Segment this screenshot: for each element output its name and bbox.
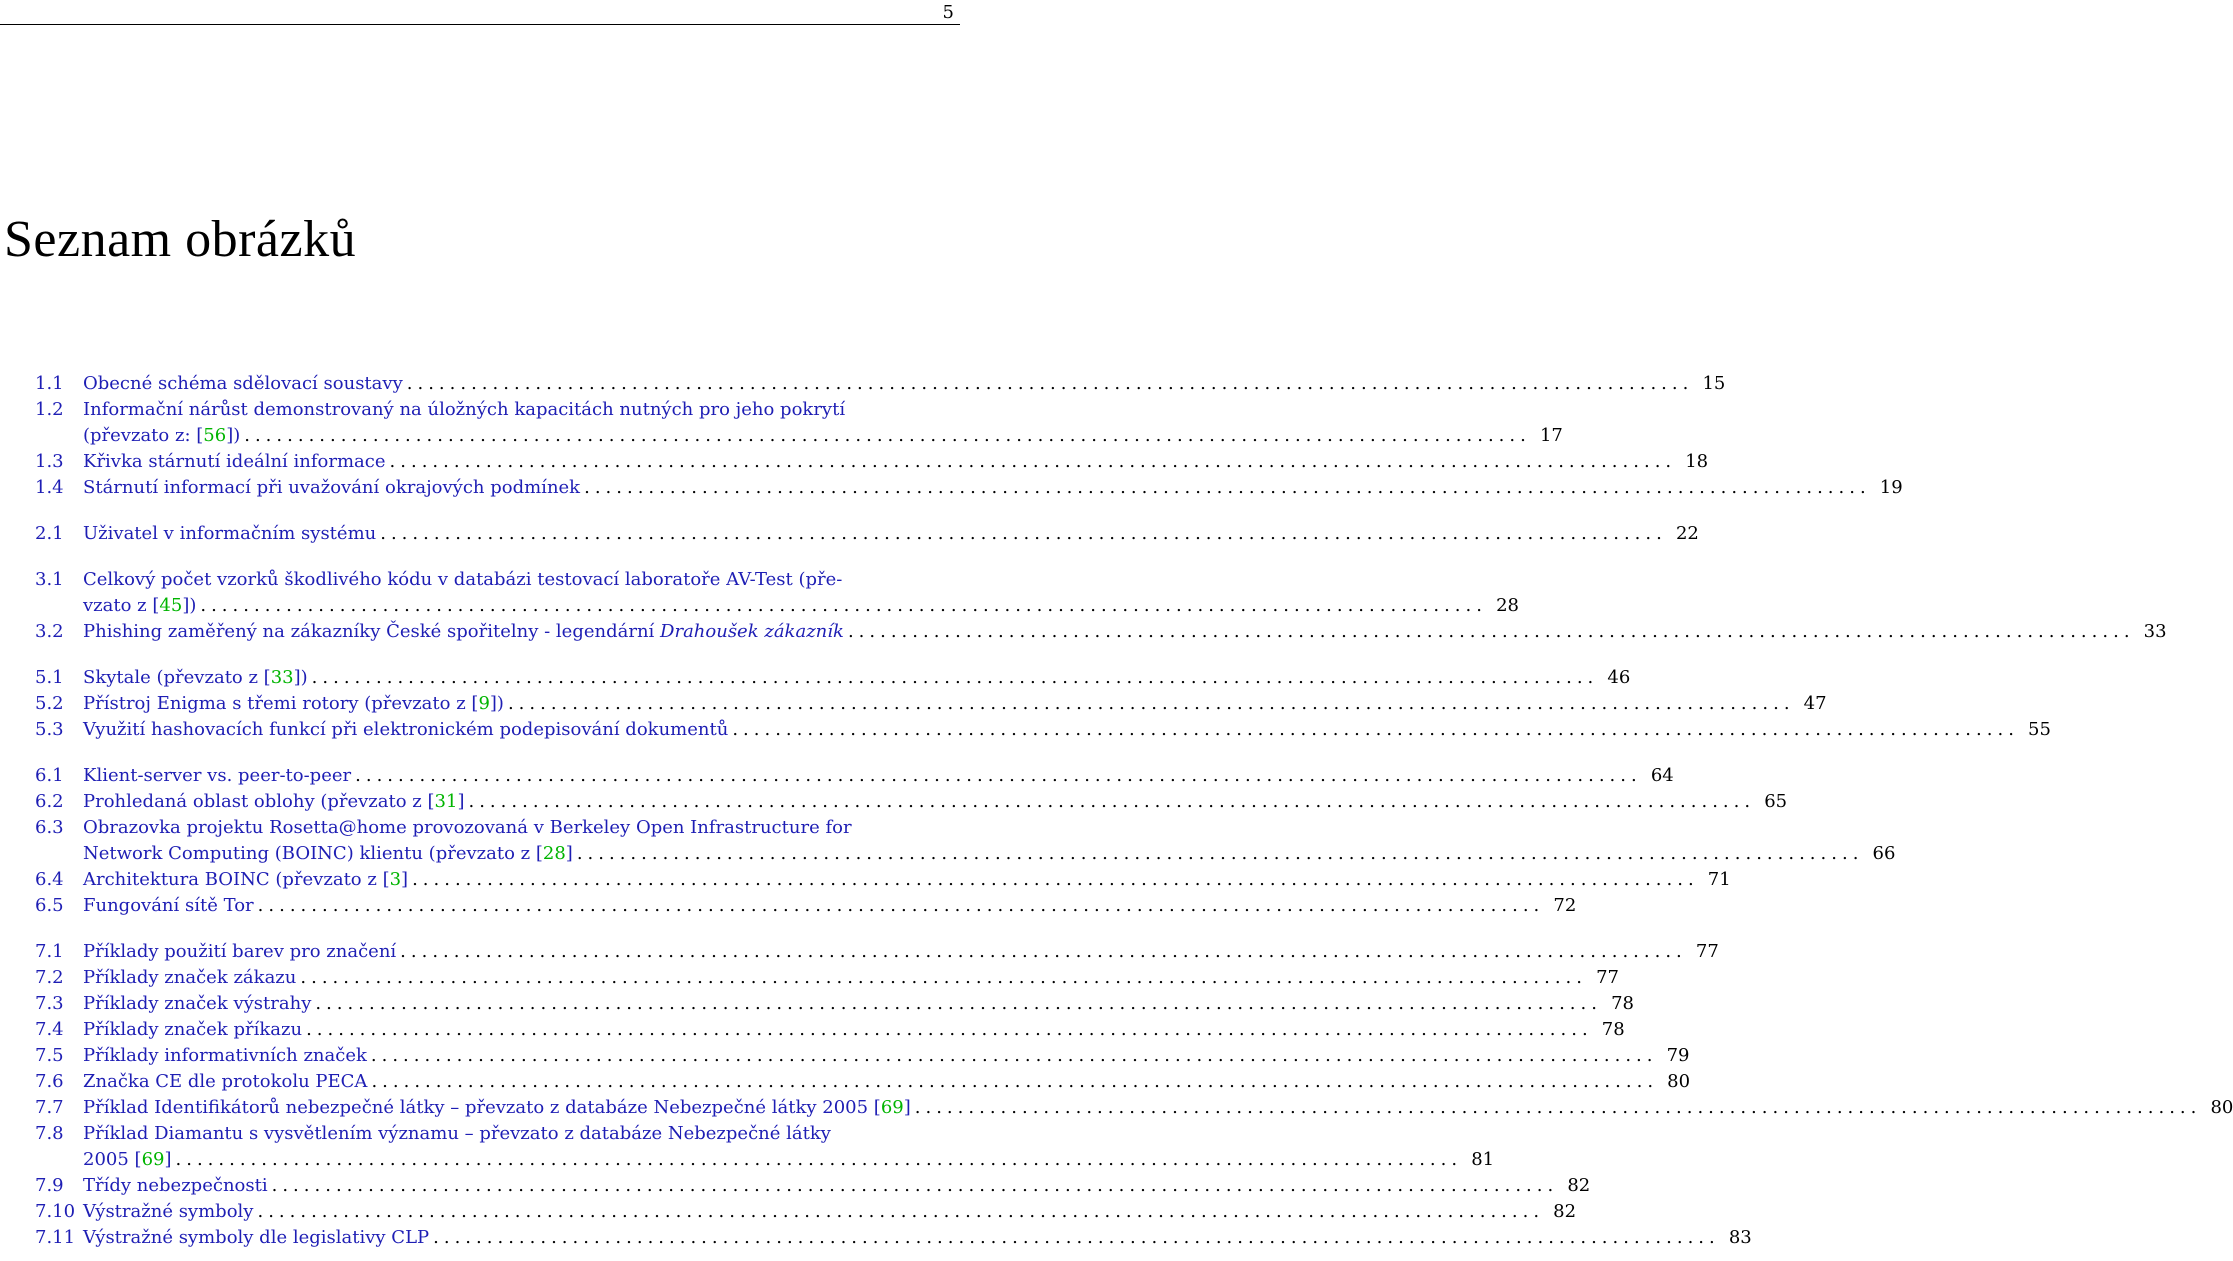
figure-title-line xyxy=(83,691,1827,717)
figure-title: Architektura BOINC (převzato z [3] xyxy=(83,869,409,890)
figure-group xyxy=(35,521,1699,547)
dot-leader: ........................................................................................................................ xyxy=(732,719,2019,740)
figure-title: Network Computing (BOINC) klientu (převzato z [28] xyxy=(83,843,573,864)
dot-leader: ........................................................................................................................ xyxy=(914,1097,2202,1118)
figure-entry-body xyxy=(83,619,2167,645)
figure-entry[interactable] xyxy=(35,521,1699,547)
citation-link[interactable]: 9 xyxy=(478,693,490,714)
figure-title: Phishing zaměřený na zákazníky České spořitelny - legendární Drahoušek zákazník xyxy=(83,621,844,642)
figure-entry[interactable] xyxy=(35,475,1903,501)
figure-entry[interactable] xyxy=(35,665,1631,691)
figure-number: 6.4 xyxy=(35,869,64,890)
figure-page-number: 66 xyxy=(1872,843,1896,864)
figure-title-line xyxy=(83,841,1896,867)
figure-entry[interactable] xyxy=(35,763,1674,789)
figure-number: 7.1 xyxy=(35,941,64,962)
figure-page-number: 55 xyxy=(2028,719,2051,740)
figure-number: 7.7 xyxy=(35,1097,64,1118)
dot-leader: ........................................................................................................................ xyxy=(433,1227,1720,1248)
figure-entry[interactable] xyxy=(35,1121,1495,1173)
figure-title: Využití hashovacích funkcí při elektronickém podepisování dokumentů xyxy=(83,719,729,740)
figure-title-line xyxy=(83,717,2051,743)
figure-title: Příklady značek zákazu xyxy=(83,967,297,988)
figure-title-line xyxy=(83,1069,1691,1095)
figure-page-number: 17 xyxy=(1539,425,1563,446)
figure-title: Skytale (převzato z [33]) xyxy=(83,667,308,688)
figure-title: Značka CE dle protokolu PECA xyxy=(83,1071,368,1092)
figure-title-line xyxy=(83,1043,1690,1069)
figure-title-line xyxy=(83,867,1731,893)
figure-entry[interactable] xyxy=(35,1069,1691,1095)
figure-entry-body xyxy=(83,867,1731,893)
figure-entry[interactable] xyxy=(35,691,1827,717)
figure-entry-body xyxy=(83,521,1699,547)
figure-group xyxy=(35,567,2167,645)
figure-page-number: 79 xyxy=(1666,1045,1690,1066)
figure-title: Třídy nebezpečnosti xyxy=(83,1175,268,1196)
figure-number: 3.2 xyxy=(35,621,64,642)
figure-title-line xyxy=(83,521,1699,547)
dot-leader: ........................................................................................................................ xyxy=(468,791,1756,812)
figure-title-line xyxy=(83,965,1619,991)
figure-title: Obecné schéma sdělovací soustavy xyxy=(83,373,403,394)
dot-leader: ........................................................................................................................ xyxy=(300,967,1587,988)
figure-entry[interactable] xyxy=(35,1173,1591,1199)
figure-group xyxy=(35,939,2233,1251)
figure-title-line xyxy=(83,939,1719,965)
figure-title-line xyxy=(83,449,1709,475)
figure-entry-body xyxy=(83,1225,1752,1251)
figure-entry-body xyxy=(83,1199,1577,1225)
figure-group xyxy=(35,665,2051,743)
dot-leader: ........................................................................................................................ xyxy=(271,1175,1559,1196)
figure-number: 7.2 xyxy=(35,967,64,988)
figure-title: Stárnutí informací při uvažování okrajových podmínek xyxy=(83,477,581,498)
figure-entry-body xyxy=(83,1069,1691,1095)
dot-leader: ........................................................................................................................ xyxy=(400,941,1687,962)
figure-page-number: 77 xyxy=(1596,967,1619,988)
figure-entry[interactable] xyxy=(35,371,1726,397)
dot-leader: ........................................................................................................................ xyxy=(200,595,1487,616)
figure-title: Příklady značek výstrahy xyxy=(83,993,312,1014)
figure-title-line xyxy=(83,619,2167,645)
figure-page-number: 83 xyxy=(1728,1227,1752,1248)
figure-title-line xyxy=(83,893,1577,919)
figure-entry-body xyxy=(83,717,2051,743)
figure-title: Příklady použití barev pro značení xyxy=(83,941,397,962)
figure-entry[interactable] xyxy=(35,939,1719,965)
figure-title-line xyxy=(83,1147,1495,1173)
figure-entry[interactable] xyxy=(35,965,1619,991)
figure-entry-body xyxy=(83,815,1896,867)
dot-leader: ........................................................................................................................ xyxy=(389,451,1677,472)
figure-page-number: 18 xyxy=(1685,451,1709,472)
figure-page-number: 82 xyxy=(1567,1175,1591,1196)
figure-page-number: 64 xyxy=(1650,765,1674,786)
figure-entry[interactable] xyxy=(35,1043,1690,1069)
dot-leader: ........................................................................................................................ xyxy=(315,993,1602,1014)
figure-title-line xyxy=(83,1225,1752,1251)
figure-title-line xyxy=(83,475,1903,501)
figure-title: Křivka stárnutí ideální informace xyxy=(83,451,386,472)
dot-leader: ........................................................................................................................ xyxy=(507,693,1795,714)
dot-leader: ........................................................................................................................ xyxy=(576,843,1864,864)
figure-entry[interactable] xyxy=(35,815,1896,867)
figure-number: 3.1 xyxy=(35,569,64,590)
figure-entry[interactable] xyxy=(35,397,1563,449)
figure-number: 7.6 xyxy=(35,1071,64,1092)
figure-number: 5.2 xyxy=(35,693,64,714)
figure-title-line xyxy=(83,1173,1591,1199)
figure-entry-body xyxy=(83,1095,2233,1121)
dot-leader: ........................................................................................................................ xyxy=(412,869,1699,890)
figure-title-emphasis: Drahoušek zákazník xyxy=(660,621,844,642)
figure-number: 2.1 xyxy=(35,523,64,544)
dot-leader: ........................................................................................................................ xyxy=(370,1045,1658,1066)
figure-title: Příklad Identifikátorů nebezpečné látky – převzato z databáze Nebezpečné látky 2005 [69] xyxy=(83,1097,911,1118)
figure-title: Příklady značek příkazu xyxy=(83,1019,303,1040)
citation-link[interactable]: 28 xyxy=(542,843,566,864)
figure-title: (převzato z: [56]) xyxy=(83,425,241,446)
figure-group xyxy=(35,371,1903,501)
figure-number: 1.1 xyxy=(35,373,64,394)
figure-title: Výstražné symboly dle legislativy CLP xyxy=(83,1227,430,1248)
figure-title: Prohledaná oblast oblohy (převzato z [31] xyxy=(83,791,465,812)
citation-link[interactable]: 31 xyxy=(434,791,458,812)
figure-entry-body xyxy=(83,665,1631,691)
figure-entry-body xyxy=(83,397,1563,449)
dot-leader: ........................................................................................................................ xyxy=(311,667,1599,688)
list-of-figures xyxy=(35,371,2233,1251)
figure-title-line xyxy=(83,1199,1577,1225)
figure-entry-body xyxy=(83,691,1827,717)
dot-leader: ........................................................................................................................ xyxy=(257,895,1545,916)
figure-page-number: 80 xyxy=(2210,1097,2233,1118)
figure-entry-body xyxy=(83,1121,1495,1173)
figure-number: 5.1 xyxy=(35,667,64,688)
figure-entry[interactable] xyxy=(35,717,2051,743)
figure-page-number: 47 xyxy=(1803,693,1827,714)
figure-entry-body xyxy=(83,1043,1690,1069)
dot-leader: ........................................................................................................................ xyxy=(355,765,1642,786)
figure-title-line xyxy=(83,1017,1625,1043)
figure-entry-body xyxy=(83,475,1903,501)
figure-title: 2005 [69] xyxy=(83,1149,172,1170)
figure-title-first-line: Obrazovka projektu Rosetta@home provozovaná v Berkeley Open Infrastructure for xyxy=(83,817,852,838)
citation-link[interactable]: 56 xyxy=(203,425,227,446)
figure-entry[interactable] xyxy=(35,789,1788,815)
figure-number: 7.8 xyxy=(35,1123,64,1144)
header-rule xyxy=(0,24,960,25)
page-title: Seznam obrázků xyxy=(4,211,357,268)
figure-number: 6.3 xyxy=(35,817,64,838)
figure-entry[interactable] xyxy=(35,619,2167,645)
figure-title: Přístroj Enigma s třemi rotory (převzato z [9]) xyxy=(83,693,504,714)
figure-entry-body xyxy=(83,1017,1625,1043)
figure-number: 5.3 xyxy=(35,719,64,740)
citation-link[interactable]: 3 xyxy=(389,869,402,890)
figure-group xyxy=(35,763,1896,919)
figure-entry[interactable] xyxy=(35,1199,1577,1225)
figure-page-number: 81 xyxy=(1471,1149,1495,1170)
figure-entry-body xyxy=(83,939,1719,965)
figure-number: 7.4 xyxy=(35,1019,64,1040)
dot-leader: ........................................................................................................................ xyxy=(175,1149,1463,1170)
dot-leader: ........................................................................................................................ xyxy=(306,1019,1593,1040)
figure-number: 1.4 xyxy=(35,477,64,498)
citation-link[interactable]: 33 xyxy=(270,667,294,688)
dot-leader: ........................................................................................................................ xyxy=(406,373,1694,394)
page-number: 5 xyxy=(942,2,954,23)
figure-page-number: 78 xyxy=(1611,993,1634,1014)
figure-page-number: 78 xyxy=(1601,1019,1625,1040)
figure-entry-body xyxy=(83,893,1577,919)
figure-page-number: 15 xyxy=(1702,373,1726,394)
figure-page-number: 82 xyxy=(1553,1201,1577,1222)
figure-number: 7.10 xyxy=(35,1201,76,1222)
figure-page-number: 28 xyxy=(1496,595,1519,616)
figure-entry[interactable] xyxy=(35,1017,1625,1043)
figure-page-number: 71 xyxy=(1707,869,1731,890)
dot-leader: ........................................................................................................................ xyxy=(371,1071,1659,1092)
figure-title-line xyxy=(83,789,1788,815)
figure-page-number: 80 xyxy=(1667,1071,1691,1092)
citation-link[interactable]: 69 xyxy=(880,1097,904,1118)
figure-title: Uživatel v informačním systému xyxy=(83,523,377,544)
citation-link[interactable]: 45 xyxy=(159,595,183,616)
dot-leader: ........................................................................................................................ xyxy=(244,425,1531,446)
figure-entry[interactable] xyxy=(35,1225,1752,1251)
figure-title-line xyxy=(83,593,1519,619)
figure-entry-body xyxy=(83,763,1674,789)
figure-title-line xyxy=(83,991,1634,1017)
figure-title: Příklady informativních značek xyxy=(83,1045,367,1066)
figure-title-line xyxy=(83,1095,2233,1121)
figure-entry-body xyxy=(83,991,1634,1017)
figure-entry-body xyxy=(83,1173,1591,1199)
figure-title-first-line: Příklad Diamantu s vysvětlením významu – převzato z databáze Nebezpečné látky xyxy=(83,1123,831,1144)
figure-number: 6.2 xyxy=(35,791,64,812)
figure-title: vzato z [45]) xyxy=(83,595,197,616)
citation-link[interactable]: 69 xyxy=(141,1149,165,1170)
figure-title-first-line: Celkový počet vzorků škodlivého kódu v databázi testovací laboratoře AV-Test (pře- xyxy=(83,569,843,590)
figure-number: 7.11 xyxy=(35,1227,76,1248)
figure-entry-body xyxy=(83,965,1619,991)
figure-title-line xyxy=(83,423,1563,449)
dot-leader: ........................................................................................................................ xyxy=(847,621,2135,642)
figure-entry-body xyxy=(83,449,1709,475)
figure-number: 6.1 xyxy=(35,765,64,786)
figure-title: Výstražné symboly xyxy=(83,1201,254,1222)
figure-title-line xyxy=(83,371,1726,397)
figure-entry[interactable] xyxy=(35,867,1731,893)
dot-leader: ........................................................................................................................ xyxy=(584,477,1871,498)
figure-number: 1.3 xyxy=(35,451,64,472)
figure-entry[interactable] xyxy=(35,567,1519,619)
figure-page-number: 77 xyxy=(1695,941,1719,962)
figure-title: Fungování sítě Tor xyxy=(83,895,254,916)
figure-page-number: 65 xyxy=(1764,791,1788,812)
dot-leader: ........................................................................................................................ xyxy=(380,523,1667,544)
figure-page-number: 22 xyxy=(1675,523,1699,544)
figure-number: 1.2 xyxy=(35,399,64,420)
figure-number: 7.9 xyxy=(35,1175,64,1196)
figure-entry[interactable] xyxy=(35,449,1709,475)
figure-entry-body xyxy=(83,789,1788,815)
figure-number: 7.3 xyxy=(35,993,64,1014)
figure-entry[interactable] xyxy=(35,991,1634,1017)
dot-leader: ........................................................................................................................ xyxy=(257,1201,1545,1222)
figure-page-number: 33 xyxy=(2143,621,2167,642)
figure-title-line xyxy=(83,665,1631,691)
figure-entry[interactable] xyxy=(35,893,1577,919)
figure-title-first-line: Informační nárůst demonstrovaný na úložných kapacitách nutných pro jeho pokrytí xyxy=(83,399,846,420)
figure-entry[interactable] xyxy=(35,1095,2233,1121)
figure-title: Klient-server vs. peer-to-peer xyxy=(83,765,352,786)
figure-entry-body xyxy=(83,371,1726,397)
figure-entry-body xyxy=(83,567,1519,619)
figure-page-number: 19 xyxy=(1879,477,1903,498)
figure-page-number: 72 xyxy=(1553,895,1577,916)
figure-number: 6.5 xyxy=(35,895,64,916)
figure-page-number: 46 xyxy=(1607,667,1631,688)
figure-number: 7.5 xyxy=(35,1045,64,1066)
figure-title-line xyxy=(83,763,1674,789)
